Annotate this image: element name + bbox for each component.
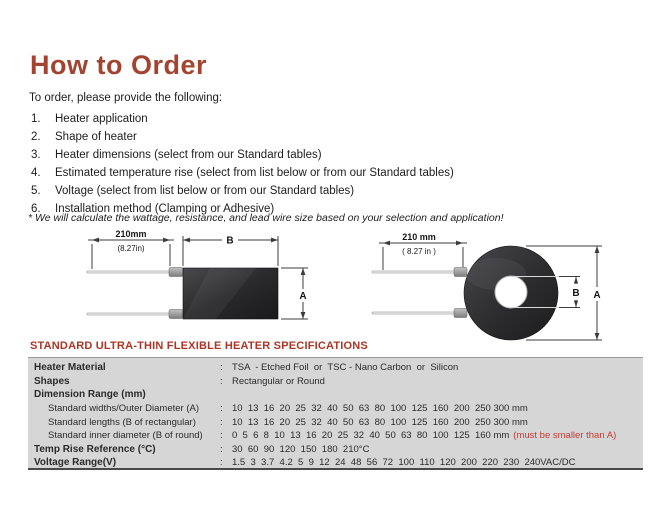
step-text: Voltage (select from list below or from our Standard tables) bbox=[55, 185, 355, 197]
step-number: 5. bbox=[31, 185, 41, 197]
row-constraint-note: (must be smaller than A) bbox=[513, 430, 617, 442]
table-row bbox=[34, 415, 643, 429]
row-value: TSA - Etched Foil or TSC - Nano Carbon or Silicon bbox=[232, 362, 459, 374]
order-step bbox=[31, 182, 591, 200]
table-row bbox=[34, 402, 643, 416]
spec-table bbox=[28, 357, 643, 470]
rect-heater-body bbox=[183, 268, 278, 319]
lead-length-inches-label: ( 8.27 in ) bbox=[402, 247, 436, 256]
wire-ferrule bbox=[454, 268, 467, 277]
lead-length-inches-label: (8.27in) bbox=[117, 244, 145, 253]
inner-diameter-label: B bbox=[572, 288, 580, 299]
width-dimension-label: B bbox=[226, 235, 234, 247]
table-row bbox=[34, 361, 643, 375]
row-colon: : bbox=[220, 403, 223, 415]
row-label: Temp Rise Reference (°C) bbox=[34, 443, 156, 455]
table-row bbox=[34, 456, 643, 470]
step-number: 6. bbox=[31, 203, 41, 215]
row-colon: : bbox=[220, 430, 223, 442]
height-dimension-label: A bbox=[299, 291, 307, 302]
row-label: Heater Material bbox=[34, 362, 106, 374]
lead-length-label: 210 mm bbox=[402, 232, 436, 242]
table-row-group-header bbox=[34, 388, 643, 402]
row-label: Shapes bbox=[34, 375, 70, 387]
step-number: 2. bbox=[31, 131, 41, 143]
spec-section-heading: STANDARD ULTRA-THIN FLEXIBLE HEATER SPECIFICATIONS bbox=[30, 340, 368, 352]
intro-text: To order, please provide the following: bbox=[29, 92, 223, 104]
table-row bbox=[34, 375, 643, 389]
row-value-numbers: 0 5 6 8 10 13 16 20 25 32 40 50 63 80 100 125 160 mm bbox=[232, 430, 510, 442]
page-title: How to Order bbox=[30, 50, 208, 80]
outer-diameter-label: A bbox=[593, 290, 601, 301]
step-number: 3. bbox=[31, 149, 41, 161]
table-row bbox=[34, 429, 643, 443]
step-text: Estimated temperature rise (select from list below or from our Standard tables) bbox=[55, 167, 454, 179]
step-number: 1. bbox=[31, 113, 41, 125]
row-label: Standard widths/Outer Diameter (A) bbox=[48, 403, 200, 415]
table-row bbox=[34, 443, 643, 457]
order-steps-list bbox=[31, 110, 591, 218]
row-label: Standard inner diameter (B of round) bbox=[48, 430, 203, 442]
step-text: Shape of heater bbox=[55, 131, 137, 143]
lead-wires bbox=[88, 268, 183, 319]
wire-ferrule bbox=[169, 310, 183, 319]
row-colon: : bbox=[220, 416, 223, 428]
row-colon: : bbox=[220, 443, 223, 455]
lead-wires bbox=[373, 268, 467, 318]
lead-length-label: 210mm bbox=[115, 229, 147, 239]
step-text: Heater application bbox=[55, 113, 148, 125]
order-step bbox=[31, 128, 591, 146]
row-colon: : bbox=[220, 375, 223, 387]
row-label: Standard lengths (B of rectangular) bbox=[48, 416, 196, 428]
row-colon: : bbox=[220, 362, 223, 374]
row-value: 30 60 90 120 150 180 210°C bbox=[232, 443, 370, 455]
step-text: Installation method (Clamping or Adhesive) bbox=[55, 203, 275, 215]
row-value: 1.5 3 3.7 4.2 5 9 12 24 48 56 72 100 110 120 200 220 230 240VAC/DC bbox=[232, 457, 576, 469]
row-value bbox=[232, 430, 643, 441]
row-value: 10 13 16 20 25 32 40 50 63 80 100 125 160 200 250 300 mm bbox=[232, 403, 528, 415]
step-text: Heater dimensions (select from our Standard tables) bbox=[55, 149, 322, 161]
order-step bbox=[31, 110, 591, 128]
center-hole bbox=[495, 276, 527, 308]
disclaimer-note: * We will calculate the wattage, resistance, and lead wire size based on your selection and application! bbox=[28, 212, 504, 224]
step-number: 4. bbox=[31, 167, 41, 179]
round-heater-figure bbox=[356, 224, 606, 348]
row-colon: : bbox=[220, 457, 223, 469]
order-step bbox=[31, 164, 591, 182]
round-heater-body bbox=[464, 246, 558, 340]
row-value: Rectangular or Round bbox=[232, 375, 325, 387]
row-value: 10 13 16 20 25 32 40 50 63 80 100 125 160 200 250 300 mm bbox=[232, 416, 528, 428]
wire-ferrule bbox=[169, 268, 183, 277]
order-step bbox=[31, 146, 591, 164]
wire-ferrule bbox=[454, 309, 467, 318]
rectangular-heater-figure bbox=[58, 226, 318, 346]
row-label: Dimension Range (mm) bbox=[34, 389, 146, 401]
row-label: Voltage Range(V) bbox=[34, 457, 117, 469]
